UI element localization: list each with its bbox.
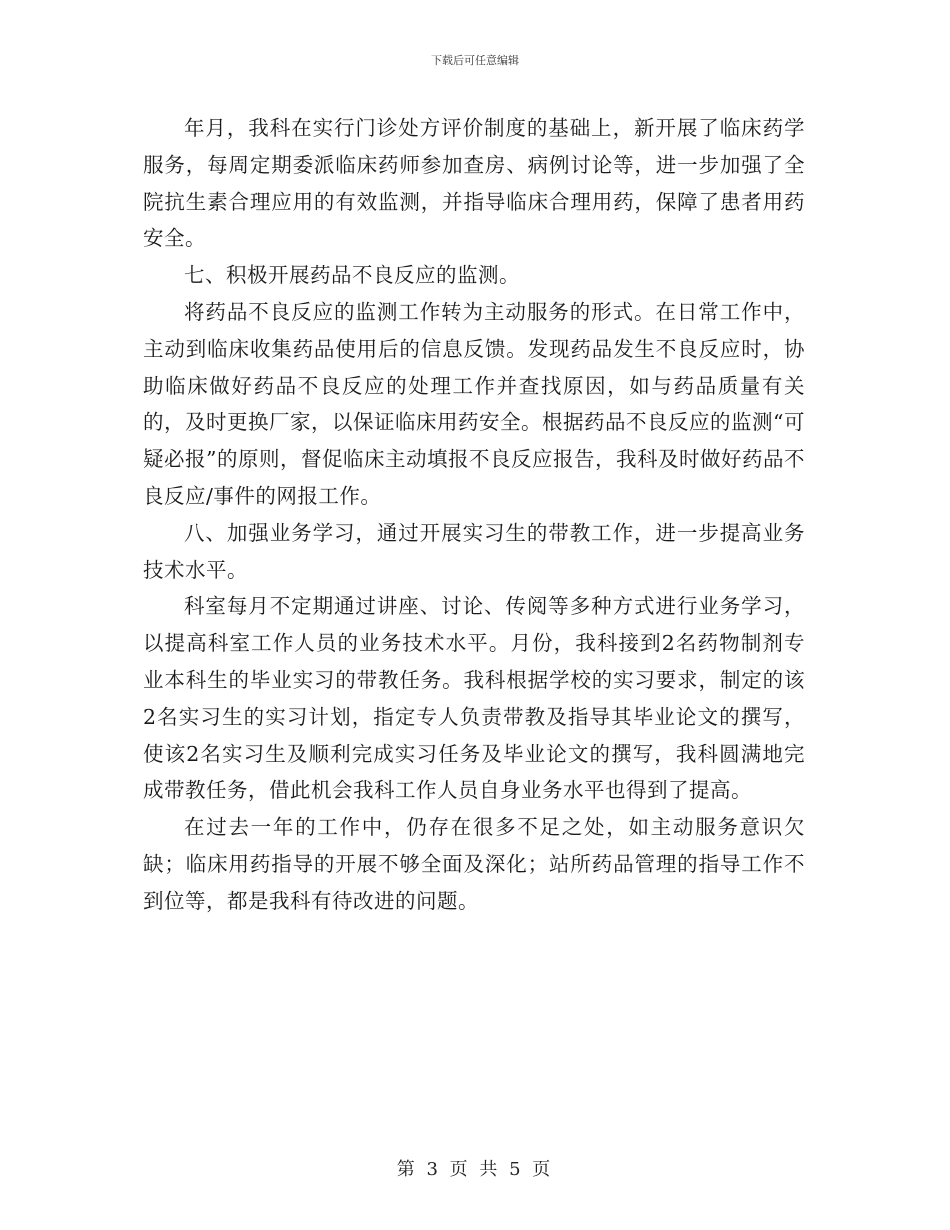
page-number-footer: 第 3 页 共 5 页 bbox=[396, 1159, 554, 1180]
section-heading-business-study: 八、加强业务学习，通过开展实习生的带教工作，进一步提高业务技术水平。 bbox=[143, 520, 805, 582]
page-header: 下载后可任意编辑 bbox=[431, 54, 519, 67]
paragraph-business-study: 科室每月不定期通过讲座、讨论、传阅等多种方式进行业务学习，以提高科室工作人员的业务技术水平。月份，我科接到2名药物制剂专业本科生的毕业实习的带教任务。我科根据学校的实习要求，制定的该2名实习生的实习计划，指定专人负责带教及指导其毕业论文的撰写，使该2名实习生及顺利完成实习任务及毕业论文的撰写，我科圆满地完成带教任务，借此机会我科工作人员自身业务水平也得到了提高。 bbox=[143, 594, 805, 803]
section-heading-adverse-reaction: 七、积极开展药品不良反应的监测。 bbox=[184, 263, 520, 288]
paragraph-shortcomings: 在过去一年的工作中，仍存在很多不足之处，如主动服务意识欠缺；临床用药指导的开展不够全面及深化；站所药品管理的指导工作不到位等，都是我科有待改进的问题。 bbox=[143, 815, 805, 913]
document-body bbox=[143, 110, 805, 920]
paragraph-clinical-pharmacy: 年月，我科在实行门诊处方评价制度的基础上，新开展了临床药学服务，每周定期委派临床药师参加查房、病例讨论等，进一步加强了全院抗生素合理应用的有效监测，并指导临床合理用药，保障了患者用药安全。 bbox=[143, 116, 805, 251]
paragraph-adverse-reaction: 将药品不良反应的监测工作转为主动服务的形式。在日常工作中，主动到临床收集药品使用后的信息反馈。发现药品发生不良反应时，协助临床做好药品不良反应的处理工作并查找原因，如与药品质量有关的，及时更换厂家，以保证临床用药安全。根据药品不良反应的监测“可疑必报”的原则，督促临床主动填报不良反应报告，我科及时做好药品不良反应/事件的网报工作。 bbox=[143, 299, 805, 508]
